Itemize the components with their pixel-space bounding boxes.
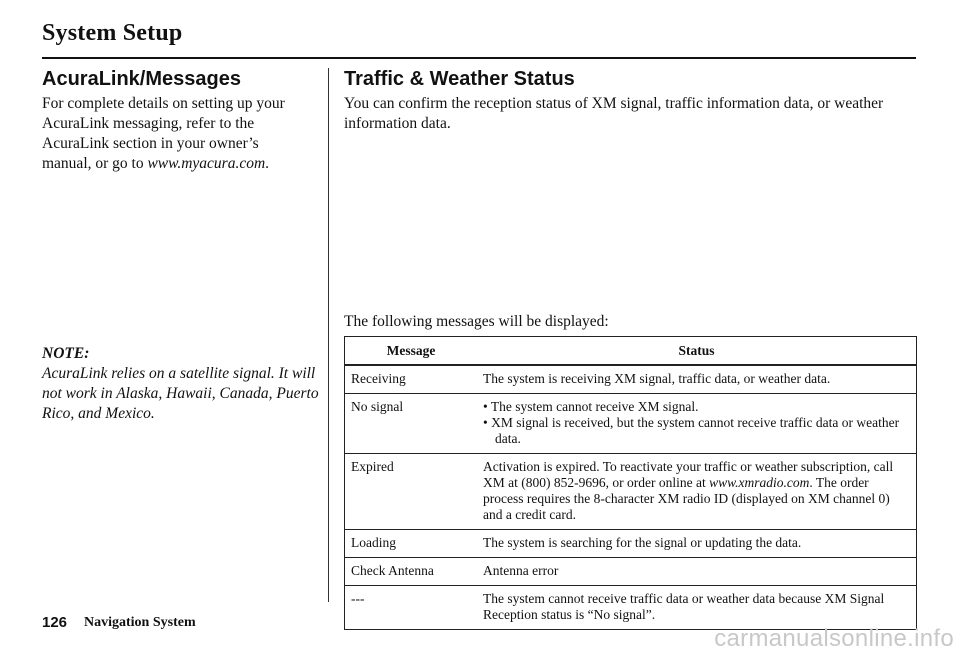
table-row <box>345 586 917 630</box>
status-cell: The system is receiving XM signal, traffic data, or weather data. <box>477 365 917 394</box>
table-intro: The following messages will be displayed: <box>344 313 609 330</box>
table-row <box>345 394 917 454</box>
watermark: carmanualsonline.info <box>714 625 954 652</box>
acuralink-text-end: . <box>265 155 270 172</box>
status-bullet: • XM signal is received, but the system cannot receive traffic data or weather data. <box>483 415 900 446</box>
note-label: NOTE: <box>42 345 90 362</box>
acuralink-heading: AcuraLink/Messages <box>42 68 241 90</box>
message-cell: Loading <box>345 530 478 558</box>
traffic-weather-heading: Traffic & Weather Status <box>344 68 575 90</box>
table-row <box>345 558 917 586</box>
message-column-header: Message <box>345 337 478 366</box>
expired-text-end: . The order process requires the 8-character XM radio ID (displayed on XM channel 0) and a credit card. <box>483 475 890 522</box>
column-divider <box>328 68 329 602</box>
footer-label: Navigation System <box>84 615 196 630</box>
status-cell <box>477 454 917 530</box>
acuralink-text: For complete details on setting up your AcuraLink messaging, refer to the AcuraLink section in your owner’s manual, or go to <box>42 95 285 172</box>
title-rule <box>42 57 916 59</box>
table-header-row <box>345 337 917 366</box>
page-number: 126 <box>42 614 68 631</box>
myacura-link[interactable]: www.myacura.com <box>147 155 266 172</box>
note-block <box>42 344 322 424</box>
note-text: AcuraLink relies on a satellite signal. It will not work in Alaska, Hawaii, Canada, Puerto Rico, and Mexico. <box>42 365 319 422</box>
status-cell: The system is searching for the signal or updating the data. <box>477 530 917 558</box>
traffic-weather-intro: You can confirm the reception status of XM signal, traffic information data, or weather information data. <box>344 95 884 132</box>
message-cell: --- <box>345 586 478 630</box>
status-cell: Antenna error <box>477 558 917 586</box>
table-row <box>345 365 917 394</box>
table-row <box>345 530 917 558</box>
message-cell: Expired <box>345 454 478 530</box>
acuralink-paragraph <box>42 94 310 174</box>
status-table <box>344 336 917 630</box>
expired-text: Activation is expired. To reactivate your traffic or weather subscription, call XM at (800) 852-9696, or order online at <box>483 459 894 490</box>
status-column-header: Status <box>477 337 917 366</box>
table-row <box>345 454 917 530</box>
message-cell: Receiving <box>345 365 478 394</box>
message-cell: No signal <box>345 394 478 454</box>
status-cell <box>477 394 917 454</box>
page-title: System Setup <box>42 20 183 46</box>
status-cell: The system cannot receive traffic data or weather data because XM Signal Reception status is “No signal”. <box>477 586 917 630</box>
status-bullet: • The system cannot receive XM signal. <box>483 399 699 414</box>
xmradio-link[interactable]: www.xmradio.com <box>709 475 810 490</box>
message-cell: Check Antenna <box>345 558 478 586</box>
